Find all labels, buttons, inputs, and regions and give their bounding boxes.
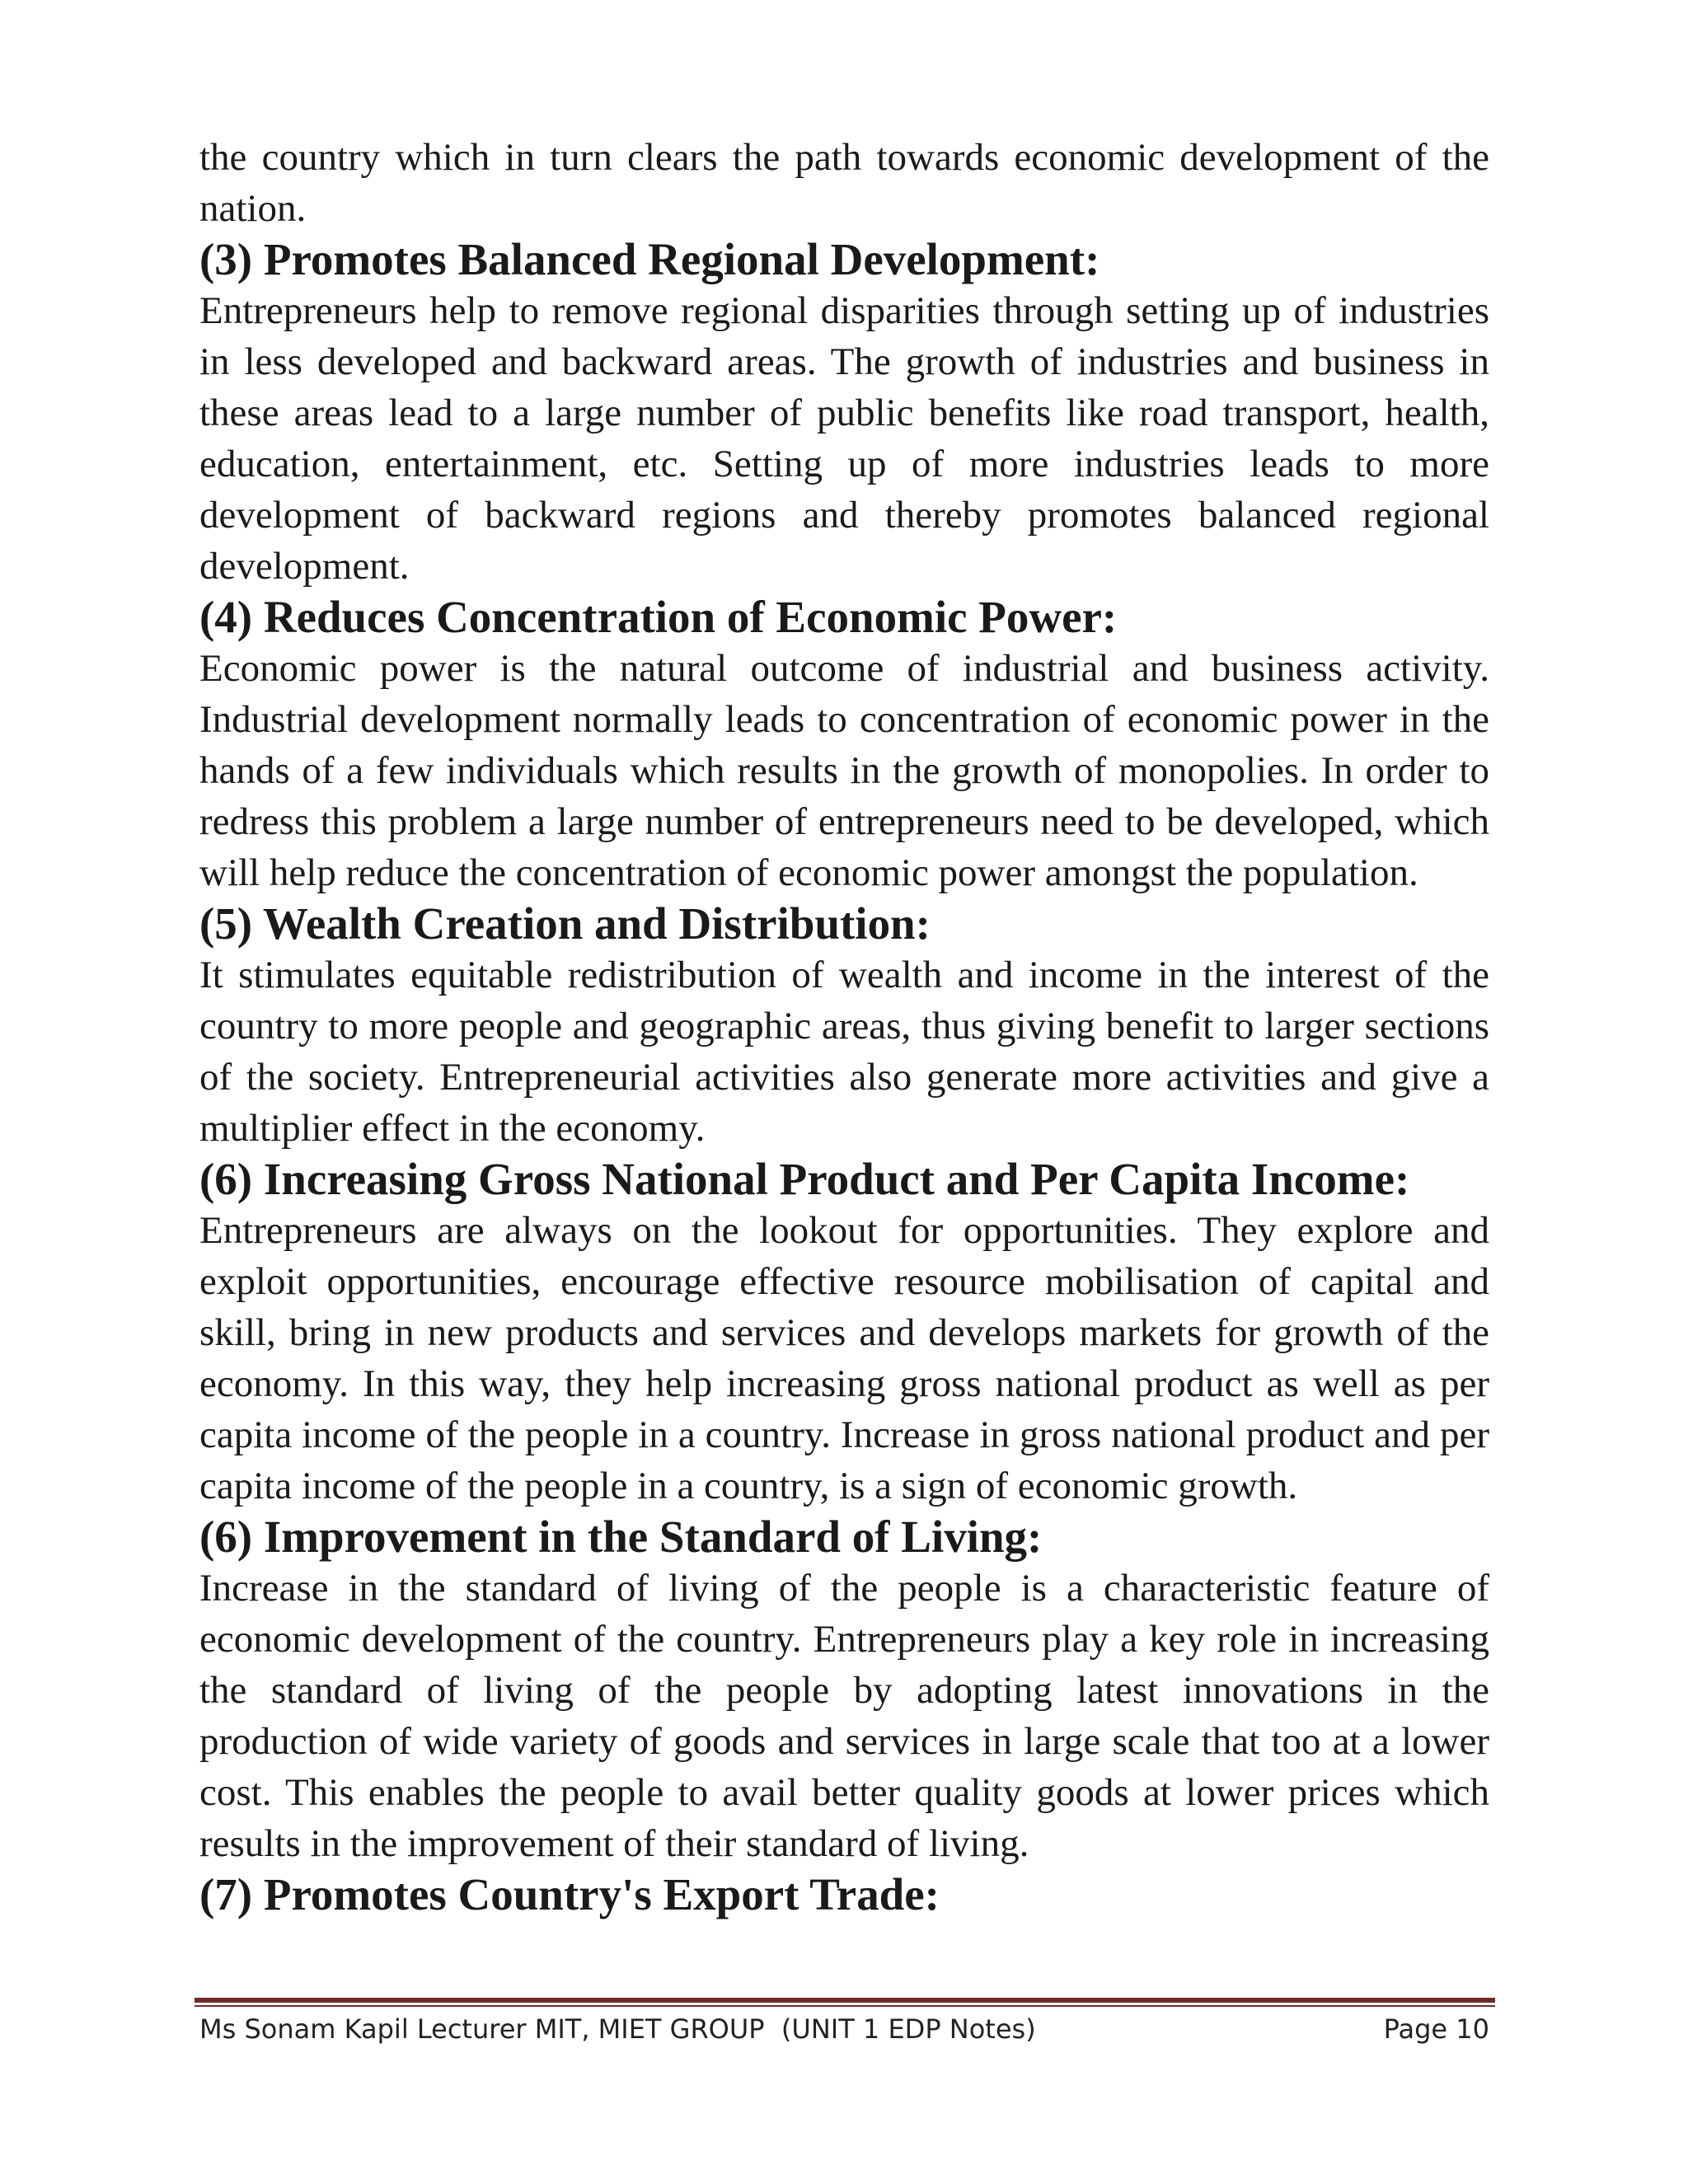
page-content	[199, 132, 1489, 1920]
paragraph-wealth-creation: It stimulates equitable redistribution of wealth and income in the interest of the country to more people and geographic areas, thus giving benefit to larger sections of the society. Entrepreneurial activities also generate more activities and give a multiplier effect in the economy.	[199, 954, 1489, 1150]
footer-divider-thin-line	[195, 2005, 1495, 2007]
paragraph-balanced-regional-development: Entrepreneurs help to remove regional disparities through setting up of industries in less developed and backward areas. The growth of industries and business in these areas lead to a large number of public benefits like road transport, health, education, entertainment, etc. Setting up of more industries leads to more development of backward regions and thereby promotes balanced regional development.	[199, 289, 1489, 588]
paragraph-reduces-concentration: Economic power is the natural outcome of industrial and business activity. Industrial development normally leads to concentration of economic power in the hands of a few individuals which results in the growth of monopolies. In order to redress this problem a large number of entrepreneurs need to be developed, which will help reduce the concentration of economic power amongst the population.	[199, 647, 1489, 894]
paragraph-standard-of-living: Increase in the standard of living of the people is a characteristic feature of economic development of the country. Entrepreneurs play a key role in increasing the standard of living of the people by adopting latest innovations in the production of wide variety of goods and services in large scale that too at a lower cost. This enables the people to avail better quality goods at lower prices which results in the improvement of their standard of living.	[199, 1567, 1489, 1865]
page-number: Page 10	[1383, 2013, 1489, 2045]
paragraph-gnp-per-capita: Entrepreneurs are always on the lookout for opportunities. They explore and exploit opportunities, encourage effective resource mobilisation of capital and skill, bring in new products and services and develops markets for growth of the economy. In this way, they help increasing gross national product as well as per capita income of the people in a country. Increase in gross national product and per capita income of the people in a country, is a sign of economic growth.	[199, 1209, 1489, 1507]
heading-gnp-per-capita: (6) Increasing Gross National Product and Per Capita Income:	[199, 1154, 1410, 1204]
heading-standard-of-living: (6) Improvement in the Standard of Living:	[199, 1511, 1043, 1562]
heading-export-trade: (7) Promotes Country's Export Trade:	[199, 1869, 940, 1919]
footer-author-text: Ms Sonam Kapil Lecturer MIT, MIET GROUP (UNIT 1 EDP Notes)	[199, 2013, 1036, 2045]
heading-balanced-regional-development: (3) Promotes Balanced Regional Development:	[199, 234, 1100, 284]
heading-reduces-concentration: (4) Reduces Concentration of Economic Power:	[199, 592, 1118, 642]
paragraph-continuation: the country which in turn clears the path towards economic development of the nation.	[199, 136, 1489, 230]
heading-wealth-creation: (5) Wealth Creation and Distribution:	[199, 898, 931, 949]
footer-divider	[195, 1998, 1495, 2007]
